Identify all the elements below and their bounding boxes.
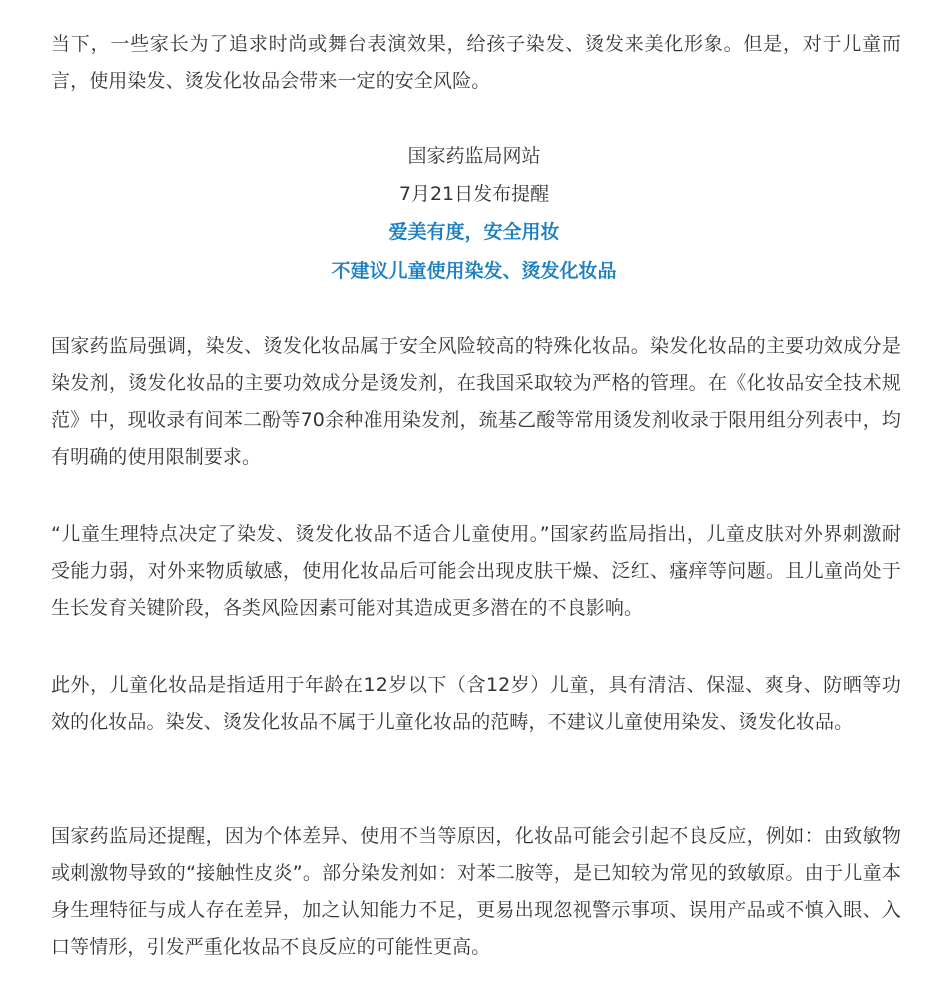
headline-secondary: 不建议儿童使用染发、烫发化妆品 bbox=[331, 260, 617, 282]
intro-paragraph: 当下，一些家长为了追求时尚或舞台表演效果，给孩子染发、烫发来美化形象。但是，对于儿童而言，使用染发、烫发化妆品会带来一定的安全风险。 bbox=[51, 33, 901, 92]
body-paragraph-regulation: 国家药监局强调，染发、烫发化妆品属于安全风险较高的特殊化妆品。染发化妆品的主要功效成分是染发剂，烫发化妆品的主要功效成分是烫发剂，在我国采取较为严格的管理。在《化妆品安全技术规范》中，现收录有间苯二酚等70余种准用染发剂，巯基乙酸等常用烫发剂收录于限用组分列表中，均有明确的使用限制要求。 bbox=[51, 335, 901, 468]
date-line: 7月21日发布提醒 bbox=[398, 183, 550, 205]
body-paragraph-definition: 此外，儿童化妆品是指适用于年龄在12岁以下（含12岁）儿童，具有清洁、保湿、爽身、防晒等功效的化妆品。染发、烫发化妆品不属于儿童化妆品的范畴，不建议儿童使用染发、烫发化妆品。 bbox=[51, 674, 901, 733]
source-line: 国家药监局网站 bbox=[407, 145, 541, 167]
body-paragraph-warning: 国家药监局还提醒，因为个体差异、使用不当等原因，化妆品可能会引起不良反应，例如：由致敏物或刺激物导致的“接触性皮炎”。部分染发剂如：对苯二胺等，是已知较为常见的致敏原。由于儿童本身生理特征与成人存在差异，加之认知能力不足，更易出现忽视警示事项、误用产品或不慎入眼、入口等情形，引发严重化妆品不良反应的可能性更高。 bbox=[51, 825, 901, 958]
body-paragraph-physiology: “儿童生理特点决定了染发、烫发化妆品不适合儿童使用。”国家药监局指出，儿童皮肤对外界刺激耐受能力弱，对外来物质敏感，使用化妆品后可能会出现皮肤干燥、泛红、瘙痒等问题。且儿童尚处于生长发育关键阶段，各类风险因素可能对其造成更多潜在的不良影响。 bbox=[51, 523, 901, 619]
headline-primary: 爱美有度，安全用妆 bbox=[388, 221, 560, 243]
